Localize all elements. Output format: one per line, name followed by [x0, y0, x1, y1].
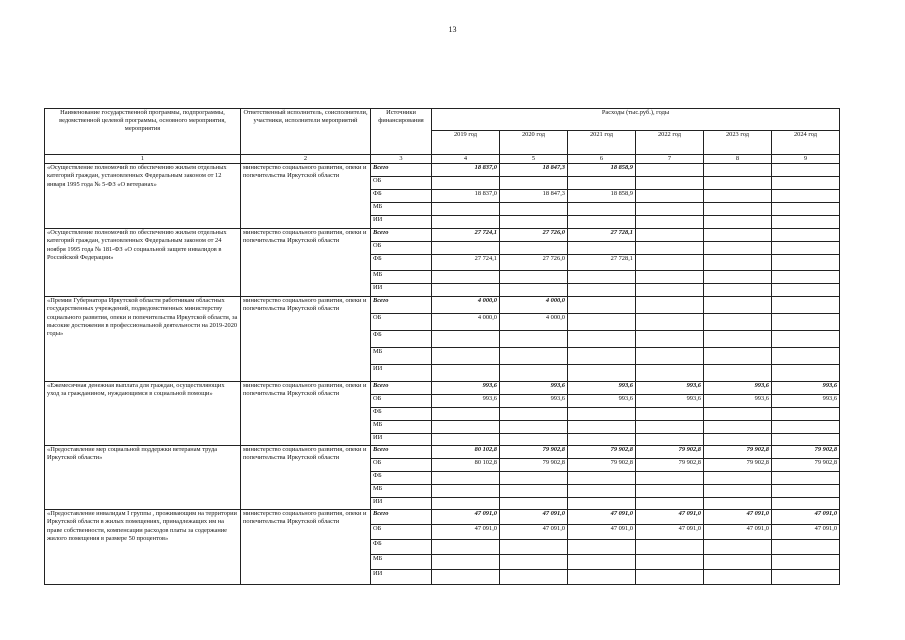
amount-cell: 18 837,0 — [432, 164, 500, 177]
column-number: 1 — [45, 155, 241, 164]
table-row — [45, 229, 840, 242]
amount-cell — [636, 421, 704, 434]
funding-source: ФБ — [371, 540, 432, 555]
funding-source: ИИ — [371, 570, 432, 585]
amount-cell — [568, 434, 636, 446]
amount-cell — [636, 314, 704, 331]
funding-source: ФБ — [371, 255, 432, 271]
amount-cell — [568, 540, 636, 555]
amount-cell — [500, 271, 568, 284]
amount-cell — [772, 540, 840, 555]
funding-source: МБ — [371, 271, 432, 284]
amount-cell — [500, 408, 568, 421]
amount-cell — [568, 485, 636, 498]
amount-cell — [432, 271, 500, 284]
amount-cell — [568, 284, 636, 297]
amount-cell — [432, 284, 500, 297]
amount-cell — [500, 540, 568, 555]
amount-cell — [772, 485, 840, 498]
table-row — [45, 297, 840, 314]
funding-source: ФБ — [371, 472, 432, 485]
amount-cell — [568, 203, 636, 216]
amount-cell — [432, 570, 500, 585]
amount-cell: 79 902,8 — [704, 446, 772, 459]
amount-cell: 80 102,8 — [432, 446, 500, 459]
amount-cell — [500, 421, 568, 434]
executor: министерство социального развития, опеки и попечительства Иркутской области — [241, 446, 371, 510]
amount-cell — [500, 177, 568, 190]
header-year: 2021 год — [568, 131, 636, 155]
amount-cell — [636, 284, 704, 297]
amount-cell: 47 091,0 — [432, 510, 500, 525]
amount-cell — [636, 570, 704, 585]
amount-cell — [772, 255, 840, 271]
amount-cell: 47 091,0 — [432, 525, 500, 540]
amount-cell: 993,6 — [500, 395, 568, 408]
funding-source: ИИ — [371, 216, 432, 229]
executor: министерство социального развития, опеки и попечительства Иркутской области — [241, 229, 371, 297]
funding-source: ИИ — [371, 434, 432, 446]
amount-cell: 79 902,8 — [772, 459, 840, 472]
amount-cell — [432, 434, 500, 446]
amount-cell: 993,6 — [636, 395, 704, 408]
amount-cell: 27 726,0 — [500, 255, 568, 271]
amount-cell — [500, 555, 568, 570]
amount-cell — [432, 555, 500, 570]
amount-cell — [432, 472, 500, 485]
table-row — [45, 446, 840, 459]
amount-cell — [772, 348, 840, 365]
amount-cell — [432, 408, 500, 421]
amount-cell: 47 091,0 — [636, 510, 704, 525]
amount-cell — [568, 421, 636, 434]
amount-cell — [636, 555, 704, 570]
column-number: 2 — [241, 155, 371, 164]
amount-cell — [636, 177, 704, 190]
amount-cell — [500, 365, 568, 382]
amount-cell: 47 091,0 — [772, 525, 840, 540]
amount-cell — [432, 331, 500, 348]
amount-cell — [568, 314, 636, 331]
funding-source: МБ — [371, 348, 432, 365]
amount-cell — [636, 331, 704, 348]
amount-cell: 993,6 — [432, 395, 500, 408]
amount-cell — [568, 555, 636, 570]
amount-cell — [636, 297, 704, 314]
amount-cell: 47 091,0 — [772, 510, 840, 525]
funding-source: Всего — [371, 446, 432, 459]
amount-cell: 18 858,9 — [568, 190, 636, 203]
amount-cell — [568, 570, 636, 585]
header-year: 2022 год — [636, 131, 704, 155]
header-year: 2023 год — [704, 131, 772, 155]
amount-cell — [500, 472, 568, 485]
amount-cell — [568, 408, 636, 421]
amount-cell: 993,6 — [772, 395, 840, 408]
amount-cell — [704, 177, 772, 190]
amount-cell: 4 000,0 — [500, 297, 568, 314]
amount-cell — [432, 203, 500, 216]
amount-cell: 993,6 — [772, 382, 840, 395]
amount-cell — [432, 485, 500, 498]
amount-cell: 27 728,1 — [568, 229, 636, 242]
amount-cell — [704, 229, 772, 242]
amount-cell — [772, 229, 840, 242]
amount-cell — [772, 408, 840, 421]
header-year: 2020 год — [500, 131, 568, 155]
amount-cell — [704, 472, 772, 485]
amount-cell — [500, 348, 568, 365]
amount-cell — [636, 408, 704, 421]
amount-cell — [636, 203, 704, 216]
amount-cell — [772, 284, 840, 297]
amount-cell: 27 728,1 — [568, 255, 636, 271]
amount-cell — [500, 434, 568, 446]
amount-cell — [636, 348, 704, 365]
amount-cell — [636, 271, 704, 284]
header-executor: Ответственный исполнитель, соисполнители, участники, исполнители мероприятий — [241, 109, 371, 155]
amount-cell: 79 902,8 — [500, 446, 568, 459]
amount-cell — [568, 216, 636, 229]
amount-cell — [636, 365, 704, 382]
amount-cell — [636, 216, 704, 229]
table-row — [45, 382, 840, 395]
amount-cell: 4 000,0 — [500, 314, 568, 331]
amount-cell — [500, 284, 568, 297]
amount-cell: 47 091,0 — [568, 525, 636, 540]
funding-source: Всего — [371, 510, 432, 525]
amount-cell: 27 724,1 — [432, 229, 500, 242]
amount-cell — [772, 365, 840, 382]
amount-cell — [772, 331, 840, 348]
measure-name: «Осуществление полномочий по обеспечению жильем отдельных категорий граждан, установленных Федеральным законом от 24 ноября 1995 года № 181-ФЗ «О социальной защите инвалидов в Российской Федерации» — [45, 229, 241, 297]
amount-cell — [772, 570, 840, 585]
amount-cell — [636, 242, 704, 255]
amount-cell — [568, 271, 636, 284]
amount-cell: 47 091,0 — [704, 525, 772, 540]
measure-name: «Премии Губернатора Иркутской области работникам областных государственных учреждений, подведомственных министерству социального развития, опеки и попечительства Иркутской области, за высокие достижения в профессиональной деятельности на 2019-2020 годы» — [45, 297, 241, 382]
amount-cell: 79 902,8 — [772, 446, 840, 459]
amount-cell — [432, 365, 500, 382]
measure-name: «Осуществление полномочий по обеспечению жильем отдельных категорий граждан, установленных Федеральным законом от 12 января 1995 года № 5-ФЗ «О ветеранах» — [45, 164, 241, 229]
amount-cell — [568, 297, 636, 314]
funding-source: ИИ — [371, 284, 432, 297]
amount-cell — [636, 164, 704, 177]
executor: министерство социального развития, опеки и попечительства Иркутской области — [241, 164, 371, 229]
amount-cell — [636, 472, 704, 485]
funding-source: ФБ — [371, 190, 432, 203]
amount-cell — [704, 485, 772, 498]
amount-cell: 47 091,0 — [568, 510, 636, 525]
header-name: Наименование государственной программы, подпрограммы, ведомственной целевой программы, основного мероприятия, мероприятия — [45, 109, 241, 155]
funding-source: МБ — [371, 485, 432, 498]
funding-source: Всего — [371, 382, 432, 395]
column-number: 4 — [432, 155, 500, 164]
amount-cell — [704, 203, 772, 216]
amount-cell: 47 091,0 — [636, 525, 704, 540]
amount-cell — [432, 348, 500, 365]
column-number: 6 — [568, 155, 636, 164]
amount-cell: 993,6 — [704, 395, 772, 408]
column-number: 3 — [371, 155, 432, 164]
amount-cell — [704, 555, 772, 570]
amount-cell — [432, 421, 500, 434]
amount-cell: 79 902,8 — [704, 459, 772, 472]
amount-cell — [772, 271, 840, 284]
amount-cell: 18 858,9 — [568, 164, 636, 177]
amount-cell — [704, 331, 772, 348]
amount-cell — [432, 216, 500, 229]
header-year: 2024 год — [772, 131, 840, 155]
amount-cell — [500, 485, 568, 498]
amount-cell — [772, 297, 840, 314]
amount-cell — [500, 242, 568, 255]
amount-cell — [704, 242, 772, 255]
column-number: 8 — [704, 155, 772, 164]
amount-cell — [772, 242, 840, 255]
measure-name: «Предоставление мер социальной поддержки ветеранам труда Иркутской области» — [45, 446, 241, 510]
funding-source: ФБ — [371, 331, 432, 348]
amount-cell: 993,6 — [704, 382, 772, 395]
funding-source: ИИ — [371, 365, 432, 382]
amount-cell — [432, 540, 500, 555]
amount-cell — [704, 434, 772, 446]
amount-cell — [704, 498, 772, 510]
funding-source: ОБ — [371, 314, 432, 331]
amount-cell — [772, 472, 840, 485]
amount-cell — [704, 216, 772, 229]
header-expenses: Расходы (тыс.руб.), годы — [432, 109, 840, 131]
funding-source: ОБ — [371, 177, 432, 190]
amount-cell — [636, 190, 704, 203]
amount-cell: 993,6 — [432, 382, 500, 395]
amount-cell — [636, 540, 704, 555]
amount-cell — [568, 177, 636, 190]
amount-cell: 79 902,8 — [636, 446, 704, 459]
funding-source: Всего — [371, 164, 432, 177]
funding-source: ОБ — [371, 459, 432, 472]
amount-cell: 18 847,3 — [500, 190, 568, 203]
amount-cell — [704, 540, 772, 555]
amount-cell — [568, 331, 636, 348]
amount-cell: 79 902,8 — [500, 459, 568, 472]
executor: министерство социального развития, опеки и попечительства Иркутской области — [241, 510, 371, 585]
amount-cell: 27 724,1 — [432, 255, 500, 271]
amount-cell — [636, 498, 704, 510]
column-number: 7 — [636, 155, 704, 164]
amount-cell: 79 902,8 — [568, 446, 636, 459]
amount-cell — [704, 348, 772, 365]
page-number: 13 — [448, 25, 457, 34]
amount-cell — [772, 421, 840, 434]
amount-cell — [636, 229, 704, 242]
amount-cell — [432, 177, 500, 190]
funding-source: ОБ — [371, 395, 432, 408]
amount-cell — [500, 498, 568, 510]
amount-cell — [636, 434, 704, 446]
funding-source: ИИ — [371, 498, 432, 510]
table-row — [45, 164, 840, 177]
funding-source: ОБ — [371, 242, 432, 255]
amount-cell — [568, 498, 636, 510]
measure-name: «Ежемесячная денежная выплата для граждан, осуществляющих уход за гражданином, нуждающимся в социальной помощи» — [45, 382, 241, 446]
amount-cell: 993,6 — [568, 382, 636, 395]
amount-cell: 993,6 — [568, 395, 636, 408]
amount-cell — [432, 242, 500, 255]
amount-cell — [568, 365, 636, 382]
amount-cell — [704, 297, 772, 314]
amount-cell — [704, 314, 772, 331]
amount-cell — [772, 216, 840, 229]
amount-cell — [704, 255, 772, 271]
funding-source: Всего — [371, 229, 432, 242]
amount-cell: 80 102,8 — [432, 459, 500, 472]
header-year: 2019 год — [432, 131, 500, 155]
header-sources: Источники финансирования — [371, 109, 432, 155]
amount-cell — [772, 434, 840, 446]
amount-cell — [568, 348, 636, 365]
amount-cell: 79 902,8 — [568, 459, 636, 472]
table-row — [45, 510, 840, 525]
funding-source: МБ — [371, 203, 432, 216]
funding-source: МБ — [371, 555, 432, 570]
amount-cell: 993,6 — [636, 382, 704, 395]
funding-source: Всего — [371, 297, 432, 314]
amount-cell — [704, 421, 772, 434]
amount-cell — [500, 331, 568, 348]
amount-cell — [704, 271, 772, 284]
amount-cell — [704, 365, 772, 382]
amount-cell — [772, 203, 840, 216]
executor: министерство социального развития, опеки и попечительства Иркутской области — [241, 297, 371, 382]
amount-cell — [772, 164, 840, 177]
amount-cell — [500, 203, 568, 216]
amount-cell: 79 902,8 — [636, 459, 704, 472]
amount-cell: 993,6 — [500, 382, 568, 395]
measure-name: «Предоставление инвалидам I группы , проживающим на территории Иркутской области в жилых помещениях, принадлежащих им на праве собственности, компенсации расходов платы за содержание жилого помещения в размере 50 процентов» — [45, 510, 241, 585]
amount-cell — [704, 570, 772, 585]
column-number: 5 — [500, 155, 568, 164]
amount-cell: 47 091,0 — [704, 510, 772, 525]
amount-cell — [568, 472, 636, 485]
amount-cell — [432, 498, 500, 510]
amount-cell — [636, 255, 704, 271]
amount-cell — [772, 314, 840, 331]
amount-cell: 47 091,0 — [500, 510, 568, 525]
amount-cell — [772, 555, 840, 570]
amount-cell — [500, 216, 568, 229]
amount-cell — [636, 485, 704, 498]
amount-cell: 18 847,3 — [500, 164, 568, 177]
amount-cell — [772, 190, 840, 203]
amount-cell — [568, 242, 636, 255]
amount-cell — [704, 408, 772, 421]
funding-source: ФБ — [371, 408, 432, 421]
amount-cell: 18 837,0 — [432, 190, 500, 203]
expenses-table — [44, 108, 840, 585]
amount-cell — [772, 177, 840, 190]
amount-cell: 27 726,0 — [500, 229, 568, 242]
amount-cell — [704, 190, 772, 203]
funding-source: ОБ — [371, 525, 432, 540]
amount-cell: 4 000,0 — [432, 314, 500, 331]
amount-cell — [704, 164, 772, 177]
amount-cell — [772, 498, 840, 510]
executor: министерство социального развития, опеки и попечительства Иркутской области — [241, 382, 371, 446]
amount-cell: 4 000,0 — [432, 297, 500, 314]
column-number: 9 — [772, 155, 840, 164]
amount-cell — [500, 570, 568, 585]
funding-source: МБ — [371, 421, 432, 434]
amount-cell — [704, 284, 772, 297]
amount-cell: 47 091,0 — [500, 525, 568, 540]
